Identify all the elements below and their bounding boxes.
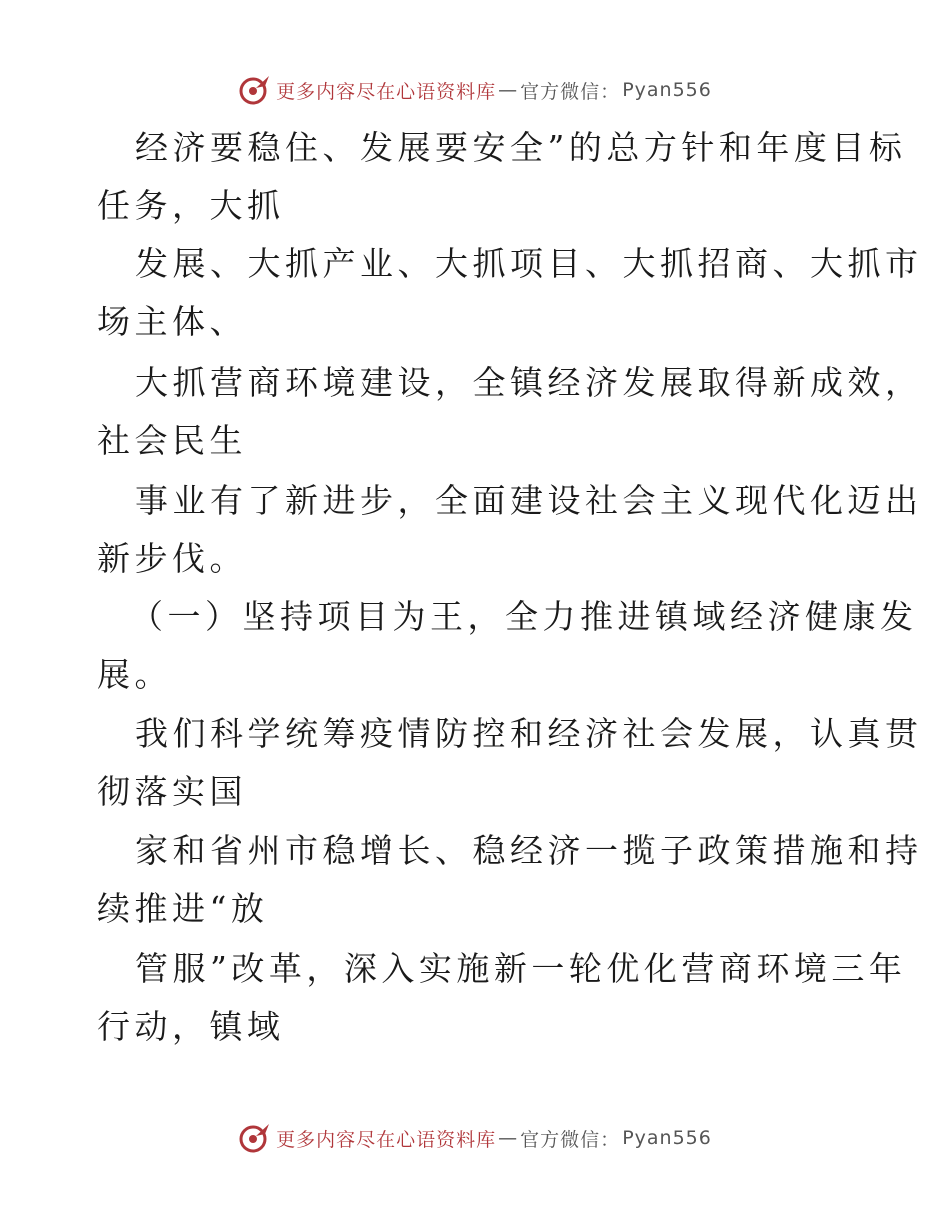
watermark-label: 官方微信： — [520, 1128, 621, 1151]
quill-logo-icon — [238, 73, 272, 107]
watermark-handle: Pyan556 — [622, 79, 712, 101]
watermark-main-text: 更多内容尽在心语资料库 — [276, 1128, 497, 1151]
section-heading-line: （一）坚持项目为王，全力推进镇域经济健康发 — [130, 597, 918, 636]
paragraph-line: 新步伐。 — [97, 539, 247, 578]
section-heading-line: 展。 — [97, 655, 172, 694]
paragraph-line: 事业有了新进步，全面建设社会主义现代化迈出 — [135, 481, 923, 520]
paragraph-line: 大抓营商环境建设，全镇经济发展取得新成效， — [135, 363, 923, 402]
paragraph-line: 行动，镇域 — [97, 1007, 285, 1046]
paragraph-line: 家和省州市稳增长、稳经济一揽子政策措施和持 — [135, 831, 923, 870]
paragraph-line: 管服”改革，深入实施新一轮优化营商环境三年 — [135, 949, 907, 988]
watermark-main-text: 更多内容尽在心语资料库 — [276, 80, 497, 103]
watermark-handle: Pyan556 — [622, 1127, 712, 1149]
watermark-header — [0, 70, 950, 110]
paragraph-line: 续推进“放 — [97, 889, 269, 928]
watermark-label: 官方微信： — [520, 80, 621, 103]
paragraph-line: 发展、大抓产业、大抓项目、大抓招商、大抓市 — [135, 244, 923, 283]
watermark-footer — [0, 1118, 950, 1158]
watermark-separator: — — [498, 79, 519, 101]
paragraph-line: 场主体、 — [97, 302, 247, 341]
paragraph-line: 社会民生 — [97, 421, 247, 460]
paragraph-line: 彻落实国 — [97, 772, 247, 811]
paragraph-line: 任务，大抓 — [97, 186, 285, 225]
paragraph-line: 我们科学统筹疫情防控和经济社会发展，认真贯 — [135, 714, 923, 753]
quill-logo-icon — [238, 1121, 272, 1155]
watermark-separator: — — [498, 1127, 519, 1149]
paragraph-line: 经济要稳住、发展要安全”的总方针和年度目标 — [135, 128, 907, 167]
